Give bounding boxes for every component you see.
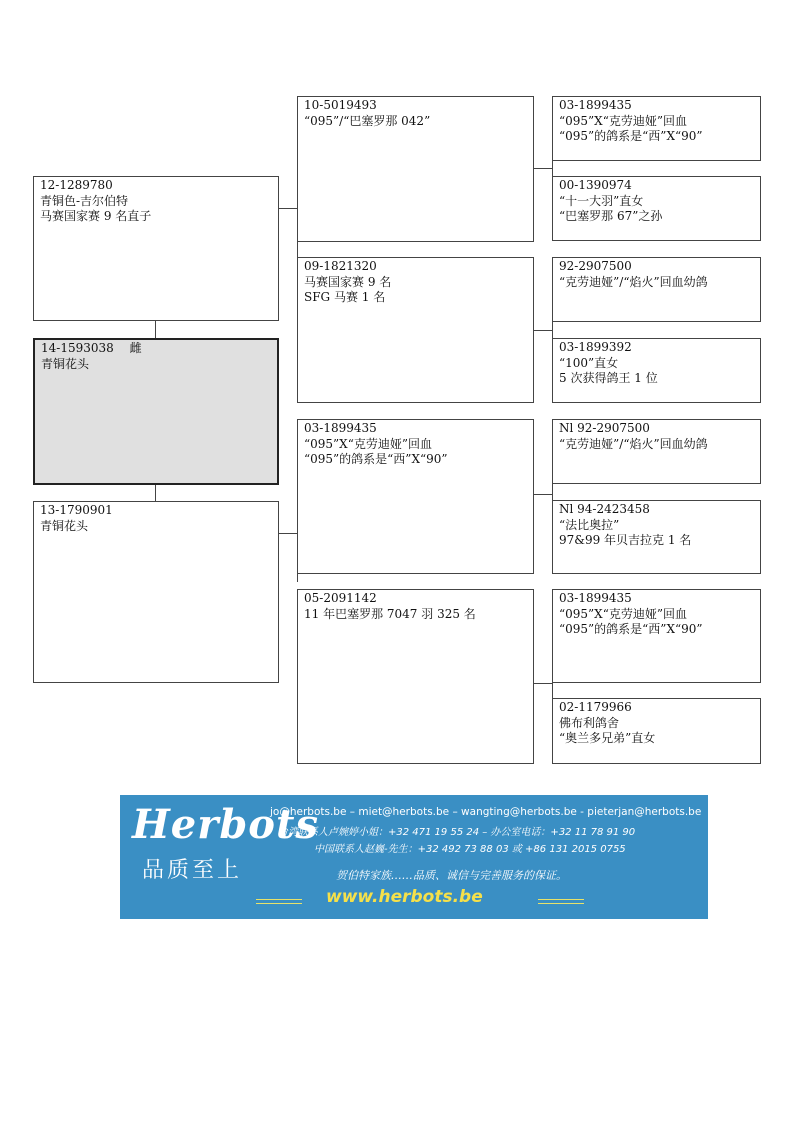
ring-number: Nl 94-2423458	[559, 502, 650, 516]
connector	[279, 208, 297, 209]
pedigree-note: 马赛国家赛 9 名	[304, 274, 392, 289]
ancestor-card	[552, 419, 761, 484]
decorative-rule	[256, 899, 302, 900]
subject-name: 青铜花头	[41, 356, 90, 371]
granddam-maternal-card	[297, 589, 534, 764]
connector	[534, 683, 552, 684]
ancestor-card	[552, 698, 761, 764]
dam-card	[33, 501, 279, 683]
pedigree-note: “095”X“克劳迪娅”回血	[559, 606, 687, 621]
ancestor-card	[552, 500, 761, 574]
decorative-rule	[256, 903, 302, 904]
ring-number: 10-5019493	[304, 98, 377, 112]
pedigree-note: “十一大羽”直女	[559, 193, 644, 208]
banner-taiwan-contact: 台湾联系人卢婉婷小姐：+32 471 19 55 24 – 办公室电话：+32 11 78 91 90	[278, 827, 636, 838]
sire-name: 青铜色-吉尔伯特	[40, 193, 129, 208]
decorative-rule	[538, 903, 584, 904]
sire-result: 马赛国家赛 9 名直子	[40, 209, 152, 223]
pedigree-note: “095”的鸽系是“西”X“90”	[304, 452, 448, 466]
granddam-paternal-card	[297, 257, 534, 403]
pedigree-note: “095”X“克劳迪娅”回血	[559, 113, 687, 128]
ring-number: 09-1821320	[304, 259, 377, 273]
sire-ring-number: 12-1289780	[40, 178, 113, 192]
dam-ring-number: 13-1790901	[40, 503, 113, 517]
pedigree-note: “100”直女	[559, 355, 619, 370]
ancestor-card	[552, 589, 761, 683]
pedigree-note: “095”/“巴塞罗那 042”	[304, 113, 431, 128]
pedigree-note: “法比奥拉”	[559, 517, 620, 532]
ring-number: 02-1179966	[559, 700, 632, 714]
ancestor-card	[552, 338, 761, 403]
pedigree-note: “巴塞罗那 67”之孙	[559, 209, 663, 223]
pedigree-note: 11 年巴塞罗那 7047 羽 325 名	[304, 606, 476, 621]
ring-number: 92-2907500	[559, 259, 632, 273]
pedigree-note: “095”X“克劳迪娅”回血	[304, 436, 432, 451]
ring-number: 03-1899435	[559, 591, 632, 605]
grandsire-maternal-card	[297, 419, 534, 574]
pedigree-note: “095”的鸽系是“西”X“90”	[559, 622, 703, 636]
connector	[534, 494, 552, 495]
pedigree-note: “克劳迪娅”/“焰火”回血幼鸽	[559, 436, 708, 451]
ring-number: 00-1390974	[559, 178, 632, 192]
banner-china-contact: 中国联系人赵巍-先生：+32 492 73 88 03 或 +86 131 2015 0755	[314, 844, 626, 855]
banner-tagline: 贺伯特家族……品质、诚信与完善服务的保证。	[336, 869, 567, 882]
connector	[279, 533, 297, 534]
pedigree-note: SFG 马赛 1 名	[304, 290, 386, 304]
ring-number: 03-1899435	[304, 421, 377, 435]
pedigree-note: “奥兰多兄弟”直女	[559, 731, 656, 745]
subject-card	[33, 338, 279, 485]
ancestor-card	[552, 257, 761, 322]
subject-ring-number: 14-1593038 雌	[41, 341, 142, 355]
connector	[534, 330, 552, 331]
connector	[534, 168, 552, 169]
ring-number: 03-1899392	[559, 340, 632, 354]
dam-name: 青铜花头	[40, 518, 89, 533]
banner-emails[interactable]: jo@herbots.be – miet@herbots.be – wangting@herbots.be - pieterjan@herbots.be	[270, 806, 702, 818]
ring-number: 05-2091142	[304, 591, 377, 605]
pedigree-note: “095”的鸽系是“西”X“90”	[559, 129, 703, 143]
ring-number: 03-1899435	[559, 98, 632, 112]
decorative-rule	[538, 899, 584, 900]
pedigree-note: 佛布利鸽舍	[559, 715, 620, 730]
banner-slogan: 品质至上	[142, 858, 243, 883]
sire-card	[33, 176, 279, 321]
banner-website-link[interactable]: www.herbots.be	[326, 887, 483, 907]
connector	[155, 321, 156, 338]
pedigree-note: 97&99 年贝吉拉克 1 名	[559, 533, 692, 547]
connector	[155, 485, 156, 501]
herbots-banner	[120, 795, 708, 919]
pedigree-note: 5 次获得鸽王 1 位	[559, 371, 658, 385]
ancestor-card	[552, 96, 761, 161]
pedigree-note: “克劳迪娅”/“焰火”回血幼鸽	[559, 274, 708, 289]
grandsire-paternal-card	[297, 96, 534, 242]
ring-number: Nl 92-2907500	[559, 421, 650, 435]
herbots-logo: Herbots	[132, 801, 319, 848]
ancestor-card	[552, 176, 761, 241]
